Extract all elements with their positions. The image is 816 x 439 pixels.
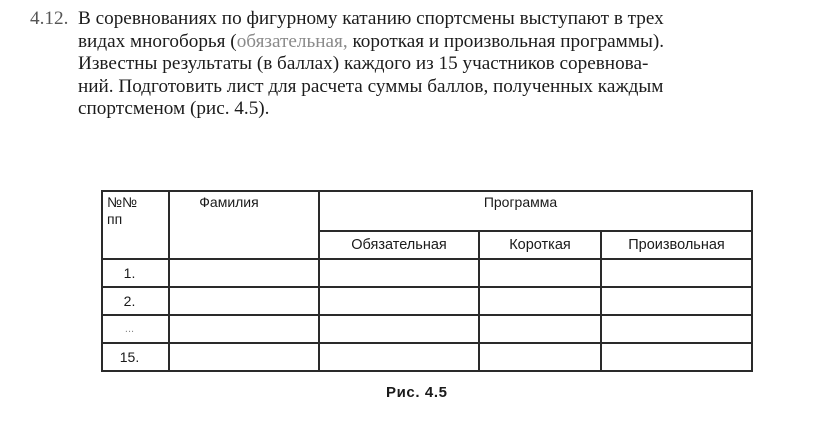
subheader-mandatory: Обязательная xyxy=(351,237,447,253)
header-num-line1: №№ xyxy=(107,194,138,210)
problem-line-2-text-a: видах многоборья ( xyxy=(78,30,237,52)
subheader-cell xyxy=(319,231,479,259)
row-num-cell xyxy=(102,315,169,343)
score-cell xyxy=(319,343,479,371)
row-number: 2. xyxy=(123,293,136,309)
score-cell xyxy=(601,315,752,343)
subheader-cell xyxy=(479,231,601,259)
problem-line-2 xyxy=(30,31,770,54)
name-cell xyxy=(169,315,319,343)
score-cell xyxy=(601,343,752,371)
subheader-short: Короткая xyxy=(509,237,571,253)
row-ellipsis: ... xyxy=(124,323,135,335)
header-num-line2: пп xyxy=(107,211,123,227)
header-program-cell xyxy=(319,191,752,231)
header-num-cell xyxy=(102,191,169,259)
row-number: 1. xyxy=(123,265,136,281)
problem-line-1-text: В соревнованиях по фигурному катанию спортсмены выступают в трех xyxy=(78,8,664,29)
score-cell xyxy=(479,259,601,287)
score-cell xyxy=(319,259,479,287)
header-name: Фамилия xyxy=(199,194,259,210)
score-cell xyxy=(601,287,752,315)
problem-line-1 xyxy=(30,8,770,31)
problem-line-3: Известны результаты (в баллах) каждого из 15 участников соревнова- xyxy=(78,53,649,74)
table-row xyxy=(102,287,752,315)
results-table xyxy=(101,190,753,372)
problem-text xyxy=(30,8,770,121)
score-cell xyxy=(479,287,601,315)
name-cell xyxy=(169,343,319,371)
subheader-cell xyxy=(601,231,752,259)
problem-line-4: ний. Подготовить лист для расчета суммы баллов, полученных каждым xyxy=(78,75,664,97)
problem-line-2-faded: обязательная, xyxy=(236,30,348,52)
figure-caption: Рис. 4.5 xyxy=(386,384,448,401)
name-cell xyxy=(169,287,319,315)
row-number: 15. xyxy=(119,349,140,365)
score-cell xyxy=(319,315,479,343)
table-row xyxy=(102,315,752,343)
row-num-cell xyxy=(102,343,169,371)
subheader-free: Произвольная xyxy=(628,237,725,253)
score-cell xyxy=(601,259,752,287)
table-row xyxy=(102,259,752,287)
header-program: Программа xyxy=(483,194,558,210)
score-cell xyxy=(479,315,601,343)
row-num-cell xyxy=(102,287,169,315)
name-cell xyxy=(169,259,319,287)
problem-line-2-text-b: короткая и произвольная программы). xyxy=(347,30,665,52)
problem-number: 4.12. xyxy=(30,8,69,29)
problem-line-5: спортсменом (рис. 4.5). xyxy=(78,98,270,119)
row-num-cell xyxy=(102,259,169,287)
header-num xyxy=(107,192,164,228)
table-row xyxy=(102,343,752,371)
table-header-row xyxy=(102,191,752,231)
score-cell xyxy=(479,343,601,371)
score-cell xyxy=(319,287,479,315)
header-name-cell xyxy=(169,191,319,259)
